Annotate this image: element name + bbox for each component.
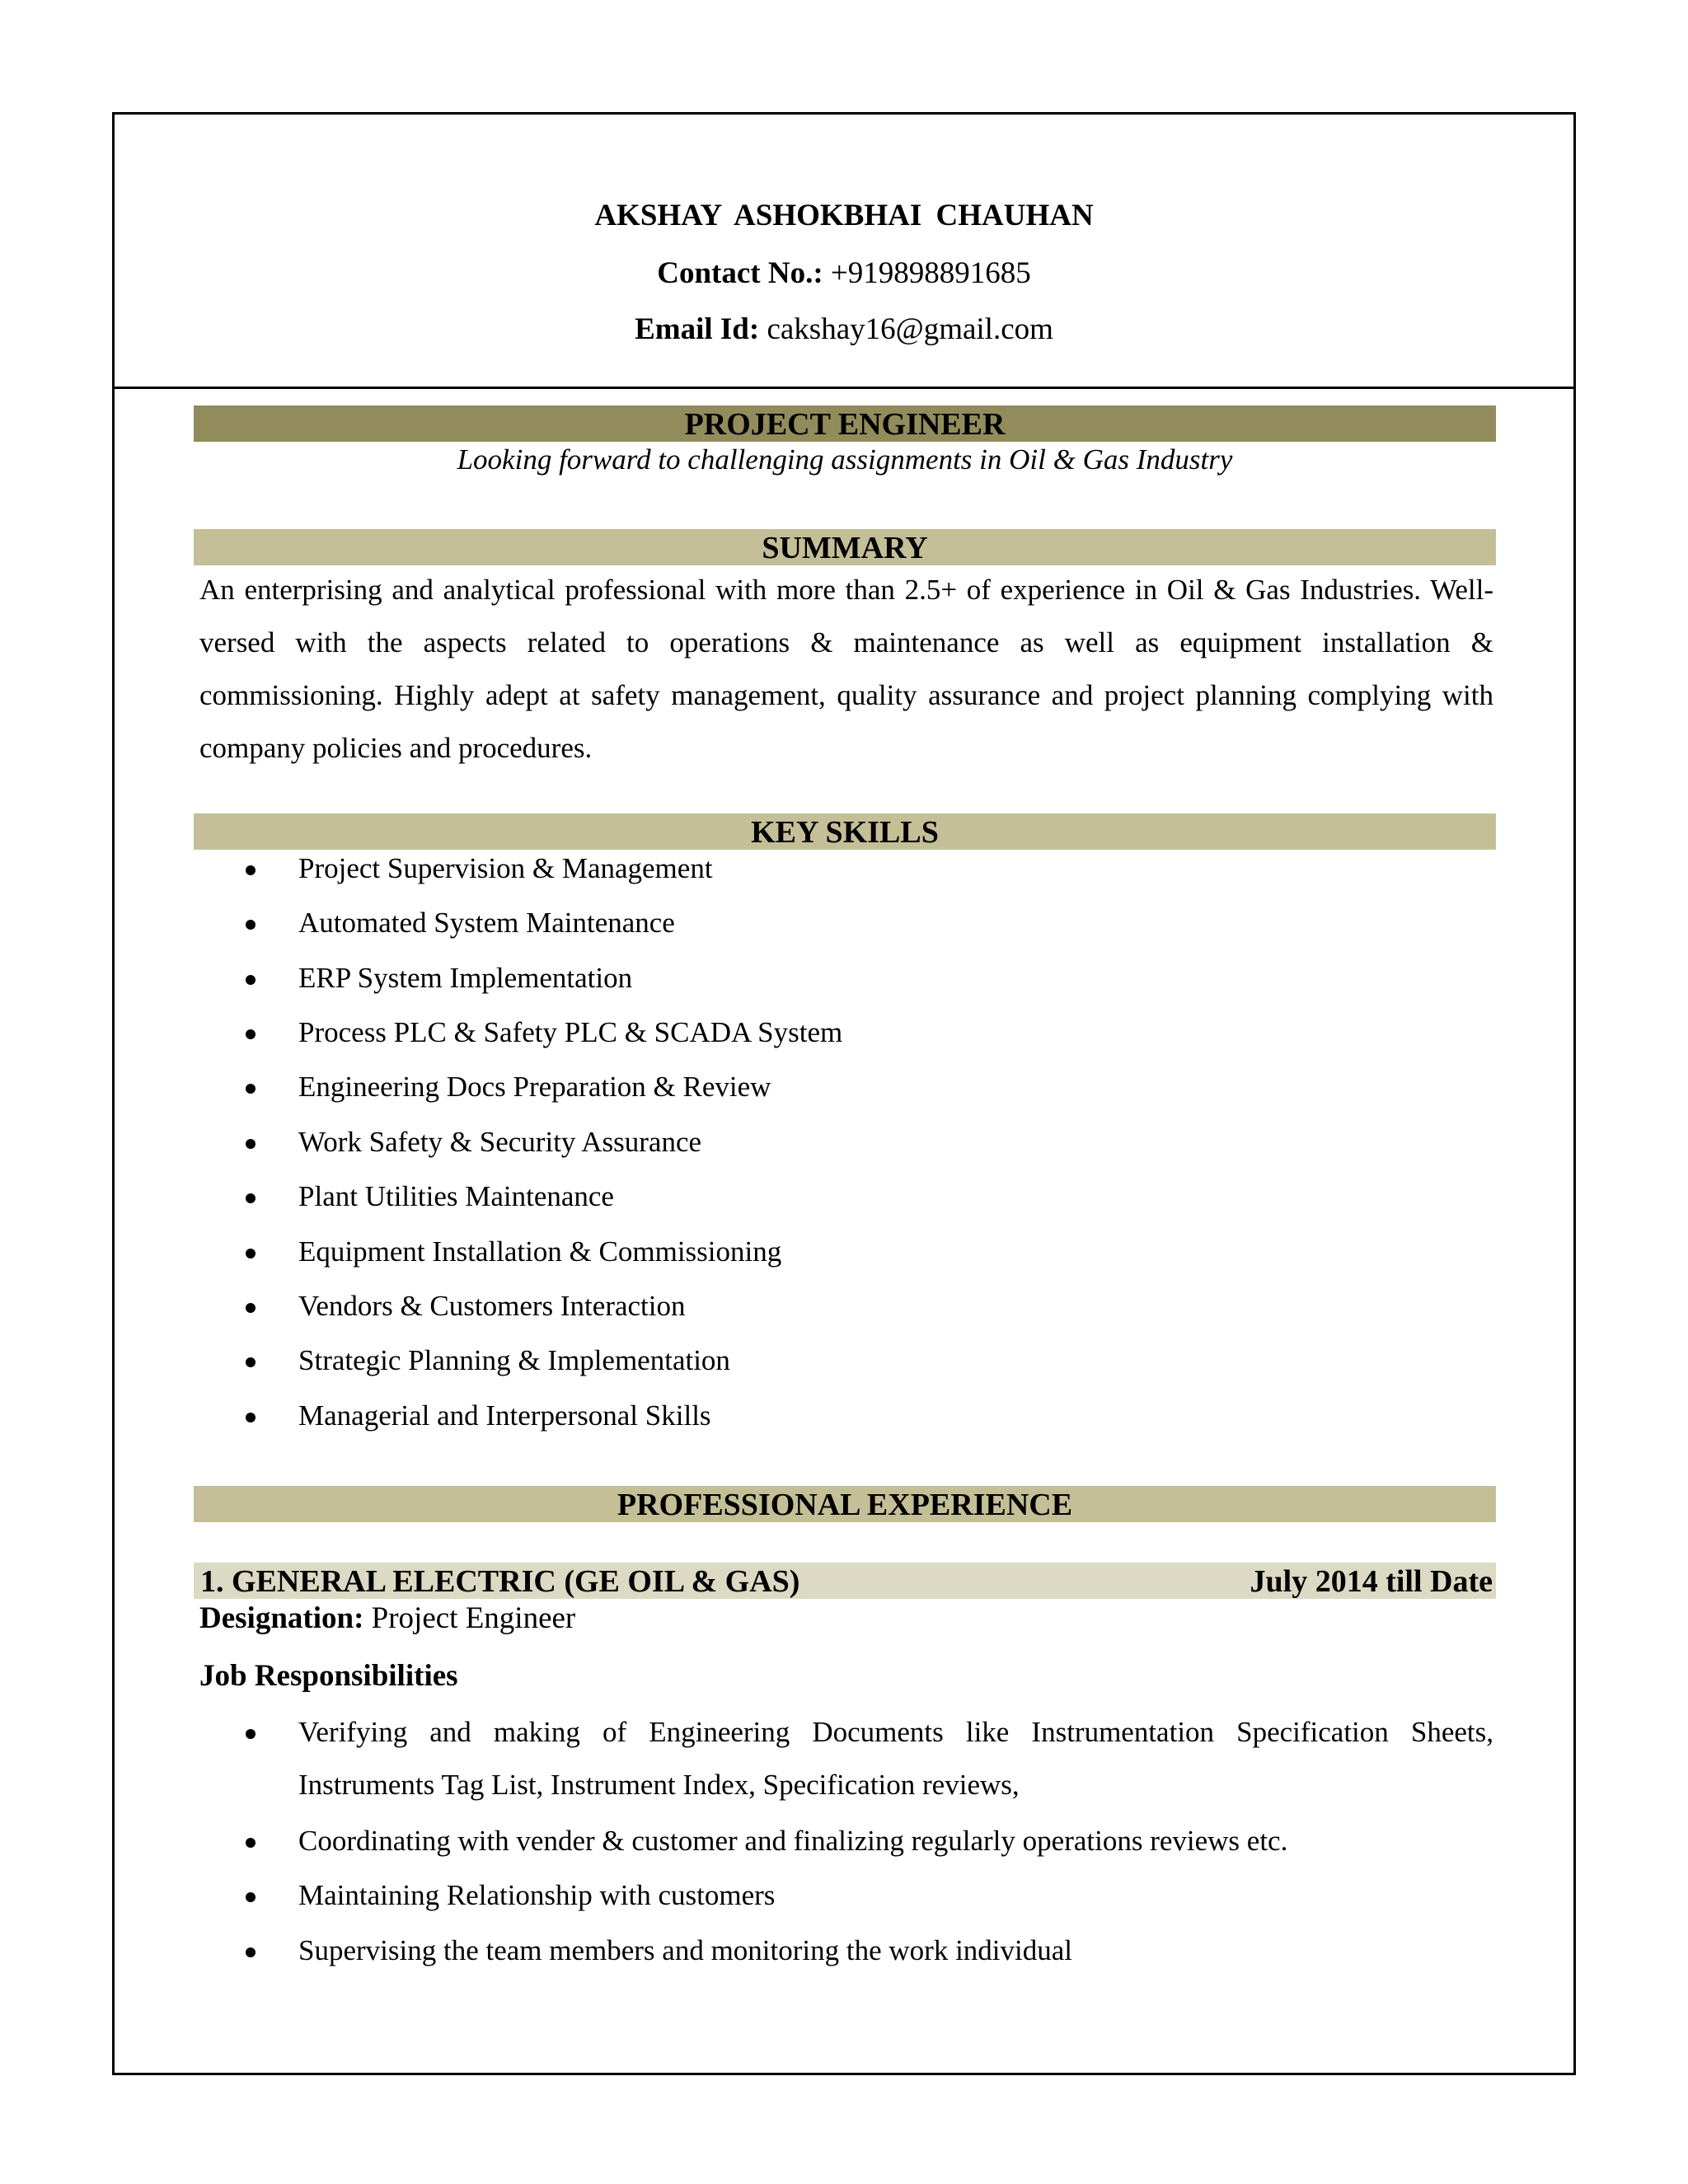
job-responsibilities-heading: Job Responsibilities <box>199 1659 458 1693</box>
contact-line <box>112 255 1576 291</box>
bullet-icon <box>246 1892 256 1902</box>
responsibility-item: Supervising the team members and monitoring the work individual <box>298 1934 1073 1966</box>
responsibility-item: Coordinating with vender & customer and finalizing regularly operations reviews etc. <box>298 1825 1288 1857</box>
bullet-icon <box>246 1249 256 1258</box>
career-tagline: Looking forward to challenging assignments in Oil & Gas Industry <box>457 443 1233 476</box>
skill-item: Work Safety & Security Assurance <box>298 1126 702 1158</box>
job-header <box>194 1563 1496 1599</box>
section-heading-experience: PROFESSIONAL EXPERIENCE <box>194 1486 1496 1522</box>
email-address: cakshay16@gmail.com <box>767 312 1053 346</box>
bullet-icon <box>246 1193 256 1203</box>
skill-item: Automated System Maintenance <box>298 907 675 939</box>
skill-item: Managerial and Interpersonal Skills <box>298 1399 711 1432</box>
responsibility-item: Verifying and making of Engineering Documents like Instrumentation Specification Sheets, Instruments Tag List, Instrument Index, Specification reviews, <box>298 1716 1493 1801</box>
bullet-icon <box>246 1729 256 1739</box>
header-divider <box>112 387 1576 389</box>
bullet-icon <box>246 1357 256 1367</box>
skill-item: Equipment Installation & Commissioning <box>298 1235 782 1268</box>
contact-number: +919898891685 <box>830 256 1031 290</box>
skill-item: Project Supervision & Management <box>298 852 713 884</box>
designation-line <box>199 1601 575 1636</box>
bullet-icon <box>246 1084 256 1094</box>
bullet-icon <box>246 1413 256 1422</box>
bullet-icon <box>246 1139 256 1149</box>
bullet-icon <box>246 1947 256 1957</box>
designation-label: Designation: <box>199 1601 364 1635</box>
skill-item: Process PLC & Safety PLC & SCADA System <box>298 1016 843 1048</box>
skill-item: Plant Utilities Maintenance <box>298 1180 614 1212</box>
section-heading-title: PROJECT ENGINEER <box>194 405 1496 442</box>
skill-item: ERP System Implementation <box>298 962 633 994</box>
responsibility-item: Maintaining Relationship with customers <box>298 1879 776 1911</box>
bullet-icon <box>246 920 256 930</box>
contact-label: Contact No.: <box>657 256 823 290</box>
designation-value: Project Engineer <box>371 1601 576 1635</box>
bullet-icon <box>246 1303 256 1313</box>
email-line <box>112 312 1576 347</box>
job-employer: 1. GENERAL ELECTRIC (GE OIL & GAS) <box>200 1564 800 1599</box>
skill-item: Vendors & Customers Interaction <box>298 1290 686 1322</box>
section-heading-summary: SUMMARY <box>194 529 1496 565</box>
summary-text: An enterprising and analytical professional with more than 2.5+ of experience in Oil & Gas Industries. Well-versed with the aspects related to operations & maintenance as well as equipment installation & commissioning. Highly adept at safety management, quality assurance and project planning complying with company policies and procedures. <box>199 574 1493 764</box>
bullet-icon <box>246 865 256 875</box>
candidate-name: AKSHAY ASHOKBHAI CHAUHAN <box>594 199 1094 232</box>
email-label: Email Id: <box>635 312 760 346</box>
bullet-icon <box>246 975 256 985</box>
skill-item: Engineering Docs Preparation & Review <box>298 1071 771 1103</box>
bullet-icon <box>246 1029 256 1039</box>
job-dates: July 2014 till Date <box>1250 1564 1493 1599</box>
bullet-icon <box>246 1838 256 1848</box>
skill-item: Strategic Planning & Implementation <box>298 1344 730 1376</box>
section-heading-key-skills: KEY SKILLS <box>194 813 1496 850</box>
